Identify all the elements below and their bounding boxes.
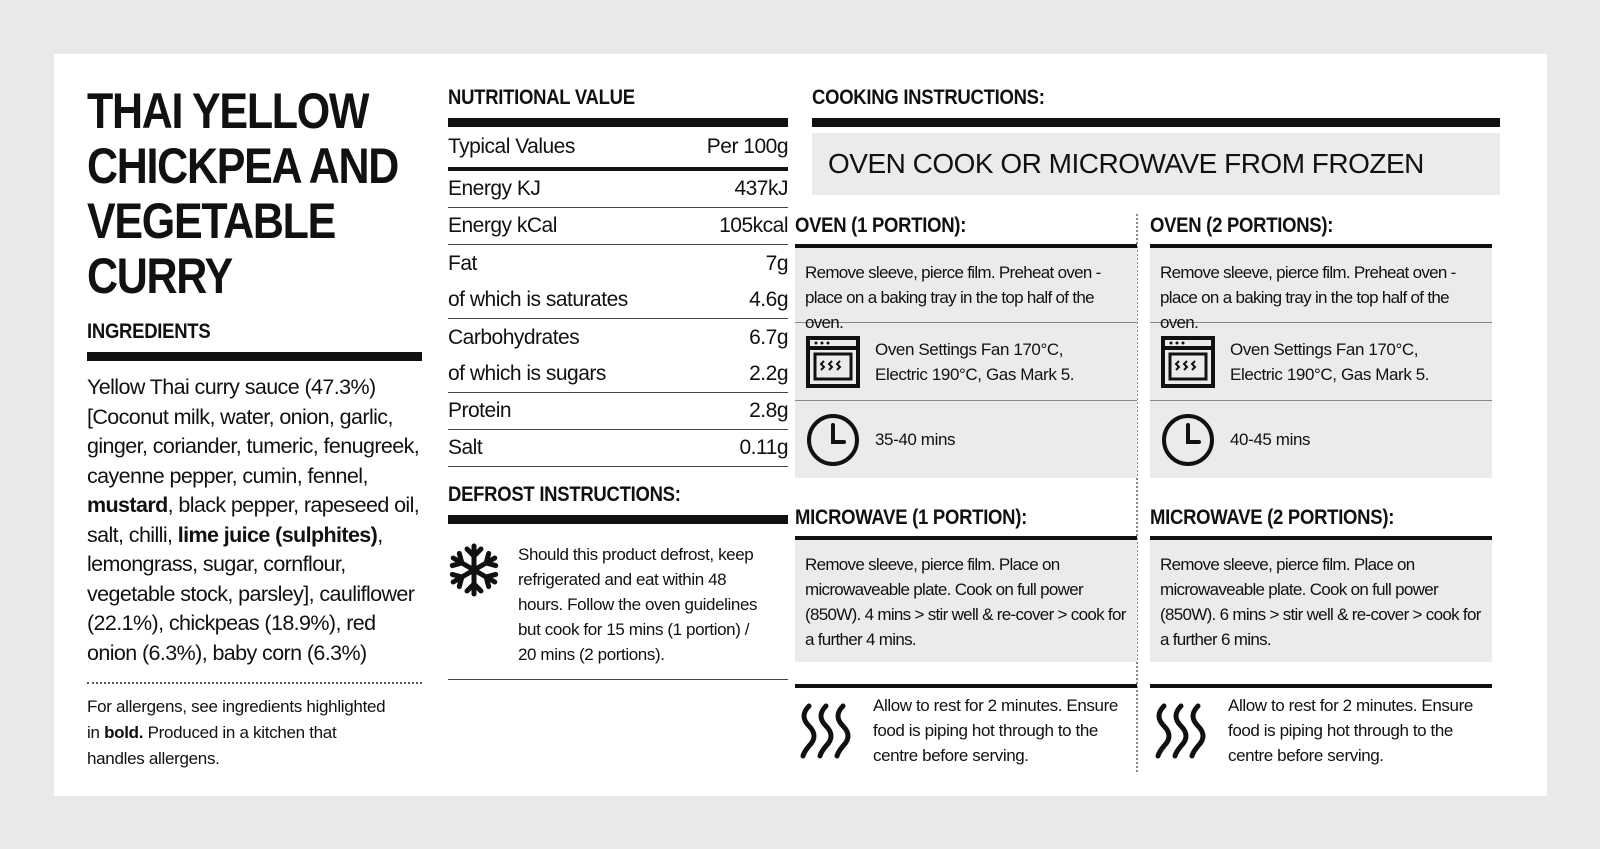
- rest-1-row: [795, 688, 1137, 772]
- rest-1-text: Allow to rest for 2 minutes. Ensure food is piping hot through to the centre before serving.: [873, 695, 1118, 765]
- microwave-1-heading: MICROWAVE (1 PORTION):: [795, 506, 1028, 529]
- nutrition-heading: NUTRITIONAL VALUE: [448, 86, 635, 109]
- nutrition-label: Energy KJ: [448, 177, 541, 200]
- defrost-bottom-rule: [448, 679, 788, 680]
- ingredients-heading: INGREDIENTS: [87, 320, 211, 343]
- microwave-1-box: [795, 536, 1137, 662]
- nutrition-label: Protein: [448, 399, 512, 422]
- oven-2-prep: Remove sleeve, pierce film. Preheat oven - place on a baking tray in the top half of the oven.: [1160, 263, 1456, 332]
- rest-2-text: Allow to rest for 2 minutes. Ensure food is piping hot through to the centre before serving.: [1228, 695, 1473, 765]
- product-label-card: [54, 54, 1547, 796]
- ingredient-text: , lemongrass, sugar, cornflour, vegetable stock, parsley], cauliflower (22.1%), chickpeas (18.9%), red onion (6.3%), baby corn (6.3%): [87, 522, 415, 665]
- microwave-2-box: [1150, 536, 1492, 662]
- microwave-1-text: Remove sleeve, pierce film. Place on microwaveable plate. Cook on full power (850W). 4 mins > stir well & re-cover > cook for a further 4 mins.: [805, 555, 1126, 649]
- steam-icon: [795, 700, 857, 760]
- title-line: CHICKPEA AND: [87, 138, 399, 194]
- microwave-2-portions-block: [1150, 494, 1492, 772]
- oven-icon: [1160, 334, 1216, 390]
- nutrition-row: [448, 282, 788, 319]
- clock-icon: [1160, 412, 1216, 468]
- defrost-text: Should this product defrost, keep refrigerated and eat within 48 hours. Follow the oven guidelines but cook for 15 mins (1 portion) / 20 mins (2 portions).: [518, 545, 758, 664]
- cooking-banner: OVEN COOK OR MICROWAVE FROM FROZEN: [812, 133, 1500, 195]
- nutrition-column: [448, 84, 788, 680]
- oven-2-box: [1150, 244, 1492, 478]
- nutrition-value: 2.2g: [749, 362, 788, 385]
- nutrition-label: Energy kCal: [448, 214, 557, 237]
- nutrition-value: 105kcal: [719, 214, 788, 237]
- nutrition-row: [448, 245, 788, 282]
- steam-icon: [1150, 700, 1212, 760]
- snowflake-icon: [448, 542, 500, 602]
- nutrition-label: Salt: [448, 436, 483, 459]
- microwave-2-heading: MICROWAVE (2 PORTIONS):: [1150, 506, 1395, 529]
- defrost-heading: DEFROST INSTRUCTIONS:: [448, 483, 681, 506]
- title-line: CURRY: [87, 248, 232, 304]
- allergen-text: For allergens, see ingredients highlighted in: [87, 697, 386, 742]
- allergen-note: [87, 694, 397, 772]
- oven-2-heading: OVEN (2 PORTIONS):: [1150, 214, 1334, 237]
- defrost-block: [448, 542, 788, 667]
- title-line: THAI YELLOW: [87, 83, 369, 139]
- title-line: VEGETABLE: [87, 193, 336, 249]
- oven-1-portion-block: [795, 202, 1137, 478]
- oven-2-time-row: [1150, 401, 1492, 478]
- ingredient-text: Yellow Thai curry sauce (47.3%) [Coconut milk, water, onion, garlic, ginger, coriander, tumeric, fenugreek, cayenne pepper, cumin, fennel,: [87, 375, 420, 488]
- nutrition-value: 2.8g: [749, 399, 788, 422]
- oven-1-settings-row: [795, 323, 1137, 400]
- cooking-heading: COOKING INSTRUCTIONS:: [812, 86, 1045, 109]
- allergen-text: Produced in a kitchen that handles allergens.: [87, 723, 337, 768]
- oven-2-time: 40-45 mins: [1230, 430, 1311, 449]
- oven-2-portions-block: [1150, 202, 1492, 478]
- oven-1-prep: Remove sleeve, pierce film. Preheat oven - place on a baking tray in the top half of the oven.: [805, 263, 1101, 332]
- defrost-bar: [448, 515, 788, 524]
- nutrition-row: [448, 393, 788, 430]
- nutrition-table: [448, 127, 788, 467]
- nutrition-value: 0.11g: [739, 436, 788, 459]
- oven-2-settings: Oven Settings Fan 170°C, Electric 190°C, Gas Mark 5.: [1230, 339, 1430, 384]
- ingredients-text: [87, 373, 425, 668]
- oven-1-box: [795, 244, 1137, 478]
- cooking-column: [812, 84, 1512, 195]
- ingredient-text: , black pepper, rapeseed oil, salt, chilli,: [87, 493, 420, 547]
- oven-icon: [805, 334, 861, 390]
- nutrition-label: Typical Values: [448, 135, 575, 158]
- nutrition-bar: [448, 118, 788, 127]
- nutrition-header-row: [448, 127, 788, 171]
- nutrition-row: [448, 356, 788, 393]
- cooking-bar: [812, 118, 1500, 127]
- allergen-ingredient: lime juice (sulphites): [177, 522, 378, 547]
- nutrition-row: [448, 319, 788, 356]
- microwave-1-portion-block: [795, 494, 1137, 772]
- nutrition-value: Per 100g: [706, 135, 788, 158]
- nutrition-label: of which is saturates: [448, 288, 628, 311]
- oven-1-time-row: [795, 401, 1137, 478]
- nutrition-row: [448, 208, 788, 245]
- oven-1-heading: OVEN (1 PORTION):: [795, 214, 967, 237]
- microwave-2-text: Remove sleeve, pierce film. Place on microwaveable plate. Cook on full power (850W). 6 mins > stir well & re-cover > cook for a further 6 mins.: [1160, 555, 1481, 649]
- product-column: [87, 84, 427, 772]
- dotted-divider: [87, 682, 422, 684]
- nutrition-value: 4.6g: [749, 288, 788, 311]
- allergen-bold: bold.: [104, 723, 144, 742]
- rest-2-row: [1150, 688, 1492, 772]
- nutrition-label: Fat: [448, 251, 477, 275]
- clock-icon: [805, 412, 861, 468]
- oven-2-settings-row: [1150, 323, 1492, 400]
- nutrition-row: [448, 171, 788, 208]
- ingredients-bar: [87, 352, 422, 361]
- product-title: [87, 84, 431, 304]
- nutrition-value: 7g: [765, 251, 788, 275]
- allergen-ingredient: mustard: [87, 493, 168, 517]
- oven-1-time: 35-40 mins: [875, 430, 956, 449]
- nutrition-value: 6.7g: [749, 325, 788, 349]
- nutrition-value: 437kJ: [734, 177, 788, 200]
- oven-1-settings: Oven Settings Fan 170°C, Electric 190°C, Gas Mark 5.: [875, 339, 1075, 384]
- nutrition-row: [448, 430, 788, 467]
- nutrition-label: Carbohydrates: [448, 325, 580, 349]
- nutrition-label: of which is sugars: [448, 362, 606, 385]
